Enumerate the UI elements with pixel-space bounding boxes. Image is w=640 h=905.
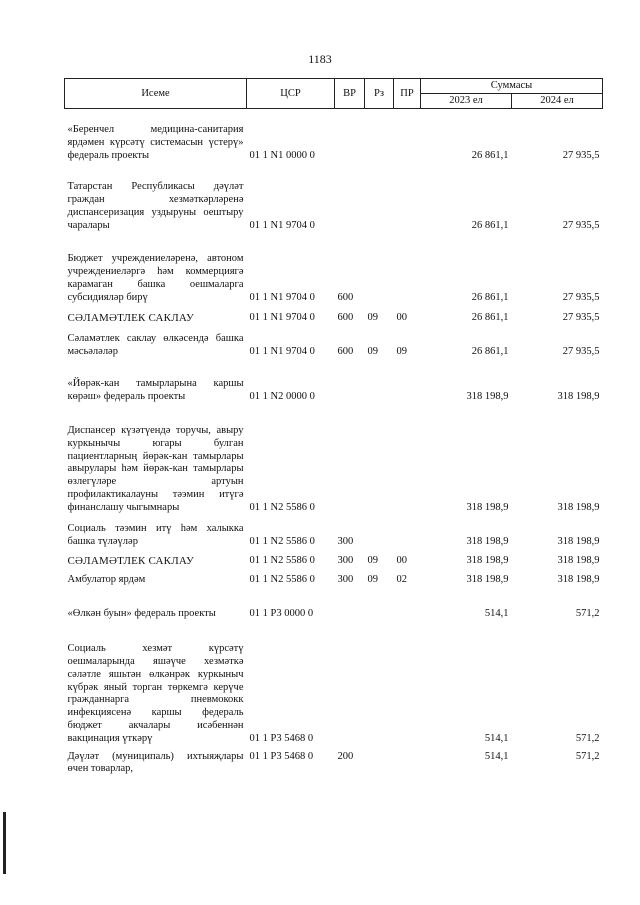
row-amount-2024: 318 198,9 bbox=[557, 535, 600, 547]
row-pr bbox=[394, 590, 421, 624]
row-csr: 01 1 N1 0000 0 bbox=[249, 149, 315, 161]
row-name: Социаль тәэмин итү һәм халыкка башка түләүләр bbox=[67, 522, 244, 547]
row-amount-2023: 318 198,9 bbox=[466, 390, 509, 402]
row-csr: 01 1 N1 9704 0 bbox=[249, 291, 315, 303]
row-name: Татарстан Республикасы дәүләт граждан хезмәткәрләренә диспансеризация уздыруны оештыру чаралары bbox=[67, 181, 244, 231]
row-amount-2023: 318 198,9 bbox=[466, 501, 509, 513]
row-amount-2023: 514,1 bbox=[484, 750, 509, 762]
table-row bbox=[65, 109, 603, 166]
row-rz bbox=[365, 749, 394, 783]
row-vr bbox=[335, 166, 365, 236]
row-csr: 01 1 N1 9704 0 bbox=[249, 345, 315, 357]
table-row bbox=[65, 571, 603, 590]
page-number: 1183 bbox=[308, 52, 332, 66]
row-name: Амбулатор ярдәм bbox=[67, 573, 146, 585]
row-amount-2023: 318 198,9 bbox=[466, 573, 509, 585]
row-name: «Беренчел медицина-санитария ярдәмен күрсәтү системасын үстерү» федераль проекты bbox=[67, 124, 244, 161]
row-rz: 09 bbox=[367, 573, 378, 585]
row-amount-2024: 27 935,5 bbox=[562, 219, 600, 231]
table-row bbox=[65, 236, 603, 308]
row-amount-2023: 26 861,1 bbox=[471, 219, 509, 231]
row-csr: 01 1 N2 5586 0 bbox=[249, 554, 315, 566]
row-amount-2023: 26 861,1 bbox=[471, 311, 509, 323]
row-vr: 600 bbox=[337, 345, 354, 357]
row-pr bbox=[394, 362, 421, 407]
row-pr: 02 bbox=[396, 573, 407, 585]
header-csr: ЦСР bbox=[247, 79, 335, 109]
row-csr: 01 1 P3 5468 0 bbox=[249, 732, 314, 744]
table-header bbox=[65, 79, 603, 109]
row-vr bbox=[335, 624, 365, 749]
table-row bbox=[65, 407, 603, 518]
row-pr: 00 bbox=[396, 311, 407, 323]
row-amount-2024: 27 935,5 bbox=[562, 345, 600, 357]
row-name: Сәламәтлек саклау өлкәсендә башка мәсьәләләр bbox=[67, 332, 244, 357]
row-pr bbox=[394, 109, 421, 166]
row-amount-2023: 318 198,9 bbox=[466, 535, 509, 547]
row-pr bbox=[394, 236, 421, 308]
row-name: «Өлкән буын» федераль проекты bbox=[67, 607, 216, 619]
row-csr: 01 1 N2 5586 0 bbox=[249, 573, 315, 585]
row-vr bbox=[335, 590, 365, 624]
row-pr bbox=[394, 518, 421, 552]
row-name: Бюджет учреждениеләренә, автоном учреждениеләргә һәм коммерциягә карамаган башка оешмаларга субсидияләр бирү bbox=[67, 253, 244, 303]
row-csr: 01 1 N2 5586 0 bbox=[249, 501, 315, 513]
row-rz bbox=[365, 518, 394, 552]
row-name: «Йөрәк-кан тамырларына каршы көрәш» федераль проекты bbox=[67, 377, 244, 402]
header-name: Исеме bbox=[65, 79, 247, 109]
row-vr bbox=[335, 362, 365, 407]
row-vr: 300 bbox=[337, 554, 354, 566]
header-vr: ВР bbox=[335, 79, 365, 109]
row-pr: 09 bbox=[396, 345, 407, 357]
row-name: Дәүләт (муниципаль) ихтыяҗлары өчен товарлар, bbox=[67, 750, 244, 775]
table-row bbox=[65, 166, 603, 236]
header-rz: Рз bbox=[365, 79, 394, 109]
row-csr: 01 1 N2 0000 0 bbox=[249, 390, 315, 402]
row-vr: 600 bbox=[337, 311, 354, 323]
row-name: СӘЛАМӘТЛЕК САКЛАУ bbox=[67, 554, 195, 567]
row-amount-2024: 571,2 bbox=[575, 732, 600, 744]
row-rz bbox=[365, 590, 394, 624]
header-pr: ПР bbox=[394, 79, 421, 109]
header-sums: Суммасы bbox=[421, 79, 603, 94]
row-pr bbox=[394, 407, 421, 518]
row-rz bbox=[365, 362, 394, 407]
table-row bbox=[65, 308, 603, 328]
row-name: Диспансер күзәтүендә торучы, авыру куркынычы югары булган пациентларның йөрәк-кан тамырлары авырулары һәм йөрәк-кан тамырлары өзлегүләре артуын профилактикалауны тәэмин итүгә финанслашу чыгымнары bbox=[67, 424, 244, 513]
row-csr: 01 1 P3 0000 0 bbox=[249, 607, 314, 619]
row-amount-2023: 514,1 bbox=[484, 732, 509, 744]
row-amount-2024: 571,2 bbox=[575, 750, 600, 762]
row-amount-2024: 318 198,9 bbox=[557, 573, 600, 585]
budget-table bbox=[64, 78, 603, 783]
row-pr bbox=[394, 624, 421, 749]
row-csr: 01 1 N1 9704 0 bbox=[249, 311, 315, 323]
row-vr bbox=[335, 407, 365, 518]
row-vr: 200 bbox=[337, 750, 354, 762]
table-row bbox=[65, 518, 603, 552]
row-amount-2023: 26 861,1 bbox=[471, 291, 509, 303]
row-pr bbox=[394, 166, 421, 236]
table-row bbox=[65, 749, 603, 783]
table-row bbox=[65, 362, 603, 407]
row-vr: 300 bbox=[337, 573, 354, 585]
row-pr bbox=[394, 749, 421, 783]
row-csr: 01 1 P3 5468 0 bbox=[249, 750, 314, 762]
table-row bbox=[65, 624, 603, 749]
row-vr: 600 bbox=[337, 291, 354, 303]
row-amount-2024: 27 935,5 bbox=[562, 291, 600, 303]
row-rz: 09 bbox=[367, 345, 378, 357]
row-amount-2024: 571,2 bbox=[575, 607, 600, 619]
row-amount-2023: 318 198,9 bbox=[466, 554, 509, 566]
row-amount-2024: 318 198,9 bbox=[557, 501, 600, 513]
table-row bbox=[65, 328, 603, 362]
row-rz bbox=[365, 624, 394, 749]
scan-edge-mark bbox=[3, 812, 6, 874]
row-vr: 300 bbox=[337, 535, 354, 547]
row-rz: 09 bbox=[367, 311, 378, 323]
table-row bbox=[65, 552, 603, 571]
row-csr: 01 1 N2 5586 0 bbox=[249, 535, 315, 547]
row-amount-2023: 26 861,1 bbox=[471, 345, 509, 357]
row-rz: 09 bbox=[367, 554, 378, 566]
header-year-2024: 2024 ел bbox=[512, 94, 603, 109]
row-amount-2023: 26 861,1 bbox=[471, 149, 509, 161]
row-rz bbox=[365, 109, 394, 166]
header-year-2023: 2023 ел bbox=[421, 94, 512, 109]
row-amount-2024: 27 935,5 bbox=[562, 311, 600, 323]
table-body bbox=[65, 109, 603, 783]
row-amount-2023: 514,1 bbox=[484, 607, 509, 619]
row-vr bbox=[335, 109, 365, 166]
table-row bbox=[65, 590, 603, 624]
row-name: СӘЛАМӘТЛЕК САКЛАУ bbox=[67, 311, 195, 324]
row-amount-2024: 318 198,9 bbox=[557, 390, 600, 402]
row-pr: 00 bbox=[396, 554, 407, 566]
row-name: Социаль хезмәт күрсәтү оешмаларында яшәүче хезмәткә сәләтле яшьтән өлкәнрәк куркыныч күбрәк яный торган төркемгә керүче гражданнарга пневмококк инфекциясенә каршы федераль бюджет акчалары исәбеннән вакцинация үткәрү bbox=[67, 643, 244, 744]
row-rz bbox=[365, 236, 394, 308]
row-rz bbox=[365, 166, 394, 236]
row-csr: 01 1 N1 9704 0 bbox=[249, 219, 315, 231]
row-amount-2024: 27 935,5 bbox=[562, 149, 600, 161]
row-amount-2024: 318 198,9 bbox=[557, 554, 600, 566]
row-rz bbox=[365, 407, 394, 518]
